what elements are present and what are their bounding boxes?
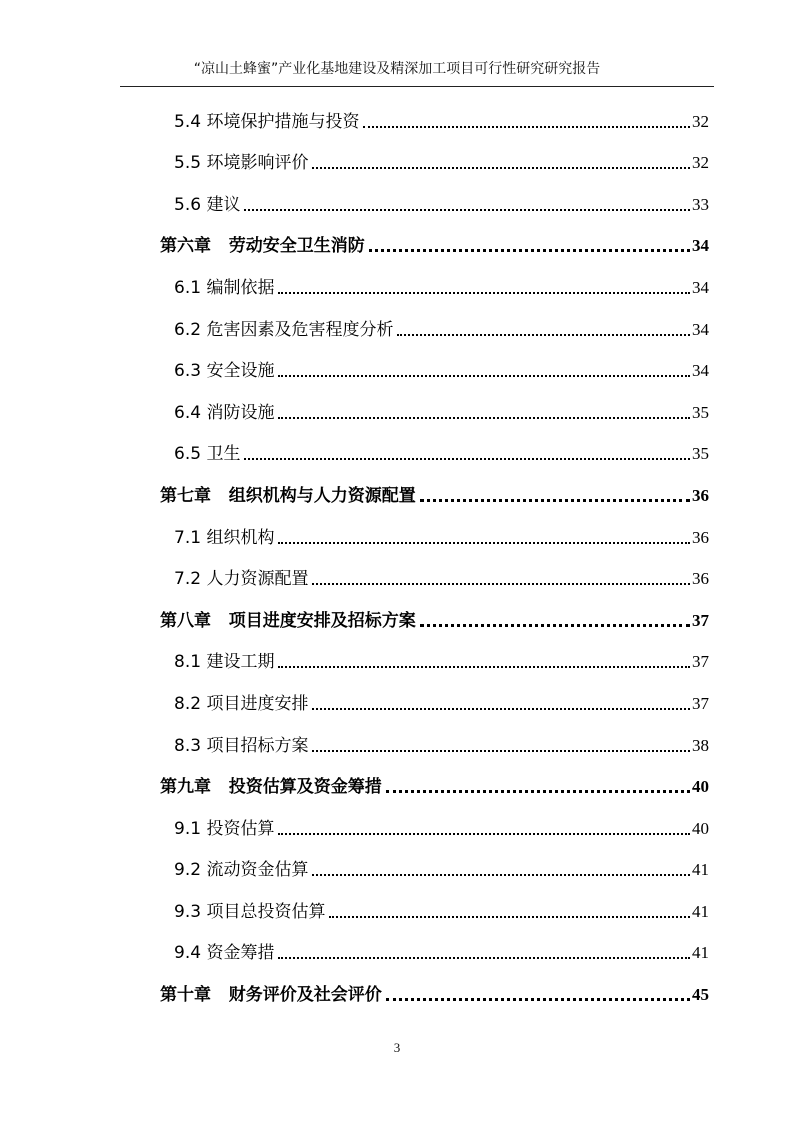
toc-entry-page-number: 34 — [692, 361, 709, 381]
toc-dot-leader — [312, 583, 690, 585]
toc-entry-label: 5.6 建议 — [174, 194, 241, 215]
toc-dot-leader — [278, 833, 690, 835]
toc-section-entry[interactable] — [160, 805, 709, 847]
toc-section-entry[interactable] — [160, 348, 709, 390]
toc-entry-page-number: 35 — [692, 444, 709, 464]
toc-dot-leader — [244, 209, 690, 211]
toc-section-entry[interactable] — [160, 514, 709, 556]
toc-entry-label: 7.2 人力资源配置 — [174, 569, 309, 590]
toc-section-entry[interactable] — [160, 431, 709, 473]
toc-chapter-entry[interactable] — [160, 971, 709, 1013]
toc-section-entry[interactable] — [160, 98, 709, 140]
toc-dot-leader — [397, 334, 690, 336]
toc-entry-label: 5.4 环境保护措施与投资 — [174, 111, 360, 132]
toc-dot-leader — [278, 666, 690, 668]
toc-entry-label: 8.1 建设工期 — [174, 652, 275, 673]
toc-section-entry[interactable] — [160, 680, 709, 722]
toc-section-entry[interactable] — [160, 306, 709, 348]
toc-entry-page-number: 45 — [692, 985, 709, 1005]
toc-entry-label: 6.2 危害因素及危害程度分析 — [174, 319, 394, 340]
toc-dot-leader — [369, 249, 690, 252]
toc-entry-page-number: 34 — [692, 236, 709, 256]
toc-entry-label: 第十章 财务评价及社会评价 — [160, 985, 382, 1006]
toc-entry-label: 6.1 编制依据 — [174, 277, 275, 298]
toc-dot-leader — [244, 458, 690, 460]
page-header: “凉山土蜂蜜”产业化基地建设及精深加工项目可行性研究研究报告 — [193, 61, 601, 77]
toc-dot-leader — [312, 874, 690, 876]
table-of-contents — [160, 98, 709, 1013]
toc-entry-label: 9.4 资金筹措 — [174, 943, 275, 964]
toc-entry-page-number: 32 — [692, 111, 709, 131]
toc-entry-label: 8.3 项目招标方案 — [174, 735, 309, 756]
toc-entry-page-number: 40 — [692, 777, 709, 797]
toc-dot-leader — [312, 750, 690, 752]
toc-section-entry[interactable] — [160, 140, 709, 182]
toc-chapter-entry[interactable] — [160, 472, 709, 514]
toc-entry-page-number: 41 — [692, 901, 709, 921]
toc-entry-label: 5.5 环境影响评价 — [174, 153, 309, 174]
toc-entry-label: 第七章 组织机构与人力资源配置 — [160, 485, 416, 506]
toc-dot-leader — [278, 957, 690, 959]
toc-entry-page-number: 34 — [692, 277, 709, 297]
toc-section-entry[interactable] — [160, 722, 709, 764]
toc-entry-page-number: 37 — [692, 610, 709, 630]
toc-entry-page-number: 41 — [692, 943, 709, 963]
toc-entry-page-number: 32 — [692, 153, 709, 173]
toc-chapter-entry[interactable] — [160, 597, 709, 639]
toc-entry-label: 9.3 项目总投资估算 — [174, 901, 326, 922]
toc-section-entry[interactable] — [160, 181, 709, 223]
header-rule — [120, 86, 714, 87]
toc-entry-page-number: 33 — [692, 194, 709, 214]
toc-section-entry[interactable] — [160, 847, 709, 889]
toc-entry-label: 第八章 项目进度安排及招标方案 — [160, 610, 416, 631]
toc-section-entry[interactable] — [160, 639, 709, 681]
toc-entry-label: 8.2 项目进度安排 — [174, 693, 309, 714]
toc-entry-page-number: 34 — [692, 319, 709, 339]
toc-dot-leader — [278, 417, 690, 419]
toc-dot-leader — [363, 126, 690, 128]
toc-dot-leader — [278, 375, 690, 377]
toc-section-entry[interactable] — [160, 930, 709, 972]
toc-entry-label: 9.1 投资估算 — [174, 818, 275, 839]
toc-dot-leader — [420, 624, 690, 627]
toc-entry-label: 第九章 投资估算及资金筹措 — [160, 777, 382, 798]
toc-entry-page-number: 37 — [692, 693, 709, 713]
toc-entry-page-number: 36 — [692, 569, 709, 589]
toc-dot-leader — [312, 708, 690, 710]
toc-section-entry[interactable] — [160, 389, 709, 431]
toc-dot-leader — [386, 790, 690, 793]
toc-dot-leader — [329, 916, 690, 918]
toc-entry-label: 7.1 组织机构 — [174, 527, 275, 548]
toc-entry-page-number: 36 — [692, 485, 709, 505]
toc-entry-page-number: 38 — [692, 735, 709, 755]
page-number: 3 — [393, 1040, 401, 1055]
toc-entry-label: 第六章 劳动安全卫生消防 — [160, 236, 365, 257]
toc-entry-page-number: 37 — [692, 652, 709, 672]
toc-section-entry[interactable] — [160, 556, 709, 598]
toc-dot-leader — [278, 292, 690, 294]
toc-entry-page-number: 41 — [692, 860, 709, 880]
toc-chapter-entry[interactable] — [160, 223, 709, 265]
toc-entry-page-number: 36 — [692, 527, 709, 547]
toc-section-entry[interactable] — [160, 888, 709, 930]
toc-dot-leader — [386, 998, 690, 1001]
toc-entry-page-number: 40 — [692, 818, 709, 838]
toc-dot-leader — [312, 167, 690, 169]
toc-entry-page-number: 35 — [692, 402, 709, 422]
toc-chapter-entry[interactable] — [160, 764, 709, 806]
toc-entry-label: 6.4 消防设施 — [174, 402, 275, 423]
toc-dot-leader — [278, 542, 690, 544]
toc-entry-label: 6.3 安全设施 — [174, 361, 275, 382]
toc-dot-leader — [420, 499, 690, 502]
toc-section-entry[interactable] — [160, 264, 709, 306]
toc-entry-label: 6.5 卫生 — [174, 444, 241, 465]
toc-entry-label: 9.2 流动资金估算 — [174, 860, 309, 881]
